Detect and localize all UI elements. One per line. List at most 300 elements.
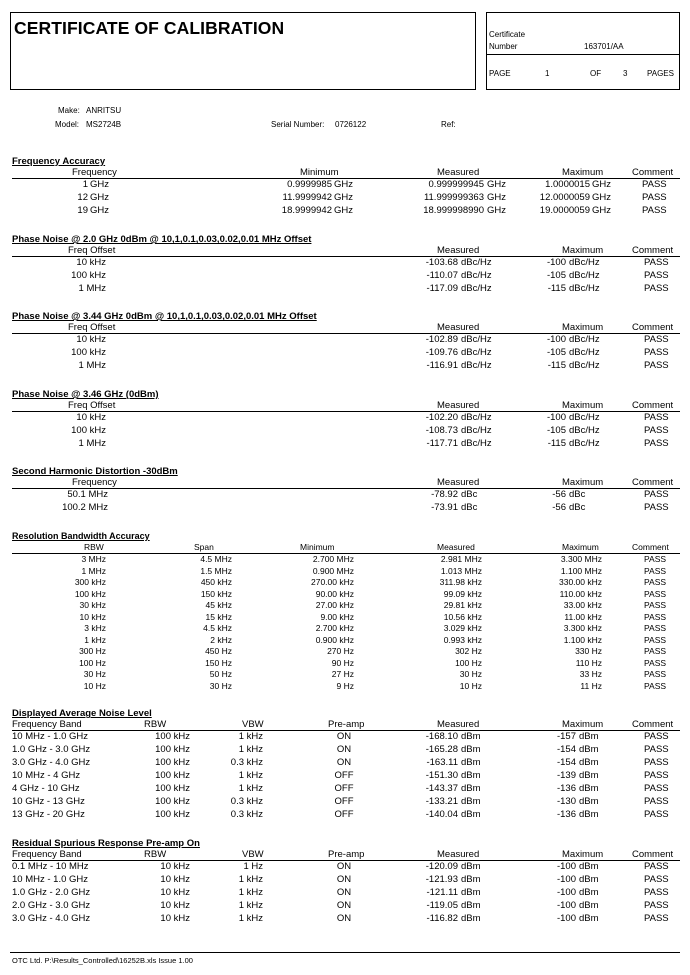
- rbw-value: 100 kHz: [155, 796, 190, 807]
- column-header: Pre-amp: [328, 849, 365, 860]
- pages-label: PAGES: [647, 69, 674, 78]
- vbw-value: 1 kHz: [238, 913, 263, 924]
- measured-value: -110.07: [426, 270, 458, 281]
- comment-pass: PASS: [644, 887, 669, 898]
- minimum-unit: GHz: [334, 192, 353, 203]
- span-value: 30 Hz: [209, 680, 232, 691]
- maximum-unit: dBm: [579, 887, 599, 898]
- measured-unit: dBc/Hz: [461, 334, 492, 345]
- section-title: Second Harmonic Distortion -30dBm: [12, 466, 178, 477]
- comment-pass: PASS: [644, 744, 669, 755]
- table-row: [12, 589, 680, 601]
- vbw-value: 1 kHz: [238, 783, 263, 794]
- danl-section: [12, 708, 680, 822]
- comment-pass: PASS: [644, 489, 669, 500]
- measured-unit: dBm: [461, 887, 481, 898]
- column-header: Frequency: [72, 167, 117, 178]
- measured-unit: dBm: [461, 757, 481, 768]
- page-label: PAGE: [489, 69, 511, 78]
- offset-value: 100 kHz: [71, 425, 106, 436]
- span-value: 450 kHz: [200, 577, 232, 587]
- maximum-unit: dBm: [579, 900, 599, 911]
- span-value: 50 Hz: [209, 669, 232, 679]
- comment-pass: PASS: [642, 192, 667, 203]
- frequency-band: 10 GHz - 13 GHz: [12, 796, 85, 807]
- column-header: Maximum: [562, 849, 604, 860]
- column-header: Frequency: [72, 477, 117, 488]
- maximum-unit: GHz: [592, 192, 611, 203]
- maximum-value: 33 Hz: [579, 669, 602, 679]
- measured-unit: dBm: [461, 731, 481, 742]
- rbw-value: 100 kHz: [155, 770, 190, 781]
- measured-value: -121.11: [426, 887, 458, 898]
- maximum-value: -100: [556, 887, 576, 898]
- measured-unit: dBc/Hz: [461, 347, 492, 358]
- measured-value: -78.92: [431, 489, 458, 500]
- column-header: Comment: [632, 849, 674, 860]
- maximum-value: 330.00 kHz: [559, 577, 602, 587]
- span-value: 4.5 MHz: [200, 554, 232, 564]
- offset-value: 10 kHz: [76, 412, 106, 423]
- frequency-band: 10 MHz - 1.0 GHz: [12, 874, 89, 885]
- measured-value: -165.28: [425, 744, 458, 755]
- measured-unit: GHz: [487, 179, 506, 190]
- maximum-value: -136: [556, 809, 576, 820]
- column-header: VBW: [242, 719, 264, 730]
- ref-label: Ref:: [441, 120, 456, 129]
- frequency-band: 10 MHz - 4 GHz: [12, 770, 81, 781]
- span-value: 2 kHz: [210, 634, 232, 645]
- section-title: Phase Noise @ 2.0 GHz 0dBm @ 10,1,0.1,0.03,0.02,0.01 MHz Offset: [12, 234, 312, 245]
- minimum-unit: GHz: [334, 205, 353, 216]
- column-header: Freq Offset: [68, 322, 116, 333]
- maximum-value: -100: [556, 861, 576, 872]
- table-row: [12, 757, 680, 770]
- rbw-value: 100 kHz: [155, 731, 190, 742]
- rbw-value: 3 kHz: [84, 623, 106, 633]
- table-row: [12, 623, 680, 635]
- maximum-unit: dBm: [579, 913, 599, 924]
- maximum-unit: dBc: [569, 502, 586, 513]
- minimum-value: 9.00 kHz: [320, 611, 354, 622]
- maximum-unit: dBc/Hz: [569, 283, 600, 294]
- maximum-value: -115: [547, 283, 566, 294]
- maximum-value: -115: [547, 438, 566, 449]
- maximum-value: 19.0000059: [539, 205, 590, 216]
- maximum-unit: dBm: [579, 783, 599, 794]
- column-header: Maximum: [562, 542, 599, 552]
- comment-pass: PASS: [642, 179, 667, 190]
- maximum-unit: GHz: [592, 179, 611, 190]
- table-row: [12, 796, 680, 809]
- measured-value: 29.81 kHz: [443, 600, 482, 610]
- rbw-value: 300 Hz: [79, 646, 106, 656]
- measured-value: 30 Hz: [459, 669, 482, 679]
- table-row: [12, 489, 680, 502]
- rbw-value: 100 kHz: [155, 744, 190, 755]
- column-header: Comment: [632, 719, 674, 730]
- column-header: RBW: [84, 542, 104, 552]
- offset-value: 1 MHz: [78, 438, 106, 449]
- vbw-value: 0.3 kHz: [230, 796, 263, 807]
- measured-unit: dBm: [461, 874, 481, 885]
- table-row: [12, 913, 680, 926]
- serial-value: 0726122: [335, 120, 367, 129]
- measured-value: -117.09: [426, 283, 458, 294]
- rbw-accuracy-section: [12, 531, 680, 692]
- preamp-value: ON: [336, 757, 352, 768]
- comment-pass: PASS: [644, 425, 669, 436]
- span-value: 4.5 kHz: [203, 623, 232, 633]
- maximum-unit: dBm: [579, 861, 599, 872]
- span-value: 45 kHz: [205, 600, 232, 610]
- measured-unit: dBm: [461, 900, 481, 911]
- span-value: 150 kHz: [200, 588, 232, 599]
- table-row: [12, 438, 680, 451]
- frequency-band: 0.1 MHz - 10 MHz: [12, 861, 89, 872]
- column-header: Comment: [632, 245, 674, 256]
- measured-value: -109.76: [425, 347, 458, 358]
- comment-pass: PASS: [644, 257, 669, 268]
- frequency-unit: GHz: [90, 205, 109, 216]
- rbw-value: 100 kHz: [74, 588, 106, 599]
- comment-pass: PASS: [644, 634, 667, 645]
- measured-value: 18.999998990: [423, 205, 484, 216]
- comment-pass: PASS: [644, 611, 667, 622]
- comment-pass: PASS: [644, 657, 667, 668]
- table-row: [12, 783, 680, 796]
- maximum-unit: dBc/Hz: [569, 334, 600, 345]
- measured-unit: dBm: [461, 783, 481, 794]
- frequency-unit: GHz: [90, 192, 109, 203]
- maximum-value: -154: [556, 757, 576, 768]
- offset-value: 10 kHz: [76, 257, 106, 268]
- rbw-value: 10 kHz: [160, 861, 190, 872]
- residual-spurious-section: [12, 838, 680, 926]
- rbw-value: 100 Hz: [79, 657, 106, 668]
- maximum-value: -100: [546, 257, 566, 268]
- maximum-unit: dBc/Hz: [569, 347, 600, 358]
- rbw-value: 100 kHz: [155, 783, 190, 794]
- minimum-value: 0.900 MHz: [312, 565, 354, 576]
- measured-unit: dBc: [461, 489, 478, 500]
- preamp-value: ON: [336, 900, 352, 911]
- maximum-value: -115: [547, 360, 566, 371]
- phase-noise-3.46ghz-section: [12, 389, 680, 451]
- column-header: Minimum: [300, 167, 339, 178]
- column-header: Pre-amp: [328, 719, 365, 730]
- measured-unit: dBc: [461, 502, 478, 513]
- measured-value: -73.91: [431, 502, 458, 513]
- measured-value: -163.11: [426, 757, 458, 768]
- comment-pass: PASS: [644, 861, 669, 872]
- maximum-unit: dBm: [579, 796, 599, 807]
- preamp-value: ON: [336, 731, 352, 742]
- maximum-value: -100: [546, 412, 566, 423]
- rbw-value: 30 kHz: [79, 600, 106, 610]
- comment-pass: PASS: [644, 669, 667, 679]
- frequency-value: 100.2 MHz: [62, 502, 108, 513]
- frequency-value: 50.1 MHz: [67, 489, 108, 500]
- comment-pass: PASS: [644, 783, 669, 794]
- table-row: [12, 179, 680, 192]
- maximum-value: -100: [556, 900, 576, 911]
- table-header: [12, 167, 680, 179]
- phase-noise-2ghz-section: [12, 234, 680, 296]
- frequency-band: 10 MHz - 1.0 GHz: [12, 731, 89, 742]
- comment-pass: PASS: [644, 334, 669, 345]
- measured-unit: dBm: [461, 770, 481, 781]
- table-row: [12, 192, 680, 205]
- frequency-band: 13 GHz - 20 GHz: [12, 809, 85, 820]
- maximum-unit: GHz: [592, 205, 611, 216]
- comment-pass: PASS: [644, 577, 667, 587]
- maximum-value: -56: [552, 489, 566, 500]
- column-header: Frequency Band: [12, 719, 82, 730]
- table-row: [12, 412, 680, 425]
- table-row: [12, 874, 680, 887]
- column-header: Comment: [632, 477, 674, 488]
- of-label: OF: [590, 69, 602, 78]
- measured-unit: dBc/Hz: [461, 412, 492, 423]
- table-header: [12, 322, 680, 334]
- measured-unit: dBc/Hz: [461, 270, 492, 281]
- column-header: Comment: [632, 542, 669, 552]
- span-value: 1.5 MHz: [200, 565, 232, 576]
- table-row: [12, 681, 680, 693]
- minimum-value: 0.900 kHz: [315, 634, 354, 645]
- comment-pass: PASS: [644, 900, 669, 911]
- section-title: Frequency Accuracy: [12, 156, 106, 167]
- measured-unit: dBm: [461, 809, 481, 820]
- minimum-value: 90.00 kHz: [315, 588, 354, 599]
- table-row: [12, 502, 680, 515]
- rbw-value: 10 kHz: [160, 874, 190, 885]
- table-row: [12, 600, 680, 612]
- frequency-value: 19: [77, 205, 88, 216]
- table-header: [12, 477, 680, 489]
- rbw-value: 3 MHz: [81, 554, 106, 564]
- measured-value: 10.56 kHz: [443, 611, 482, 622]
- measured-value: -119.05: [426, 900, 458, 911]
- measured-value: 2.981 MHz: [440, 554, 482, 564]
- measured-unit: dBm: [461, 796, 481, 807]
- measured-value: -168.10: [425, 731, 458, 742]
- column-header: Freq Offset: [68, 400, 116, 411]
- measured-value: 1.013 MHz: [440, 565, 482, 576]
- maximum-value: -136: [556, 783, 576, 794]
- column-header: RBW: [144, 849, 167, 860]
- maximum-unit: dBc/Hz: [569, 425, 600, 436]
- preamp-value: ON: [336, 887, 352, 898]
- comment-pass: PASS: [644, 347, 669, 358]
- maximum-value: 330 Hz: [575, 646, 602, 656]
- section-title: Residual Spurious Response Pre-amp On: [12, 838, 200, 849]
- comment-pass: PASS: [644, 438, 669, 449]
- maximum-value: -100: [546, 334, 566, 345]
- measured-unit: GHz: [487, 192, 506, 203]
- maximum-value: -105: [546, 347, 566, 358]
- table-header: [12, 400, 680, 412]
- span-value: 150 Hz: [205, 657, 232, 668]
- minimum-value: 270.00 kHz: [311, 577, 354, 587]
- maximum-unit: dBc: [569, 489, 586, 500]
- maximum-unit: dBc/Hz: [569, 360, 600, 371]
- comment-pass: PASS: [644, 554, 667, 564]
- vbw-value: 1 Hz: [243, 861, 263, 872]
- comment-pass: PASS: [644, 565, 667, 576]
- column-header: RBW: [144, 719, 167, 730]
- measured-value: -103.68: [425, 257, 458, 268]
- frequency-value: 1: [82, 179, 88, 190]
- column-header: Maximum: [562, 400, 604, 411]
- measured-value: -102.89: [425, 334, 458, 345]
- comment-pass: PASS: [642, 205, 667, 216]
- rbw-value: 30 Hz: [83, 669, 106, 679]
- frequency-band: 1.0 GHz - 2.0 GHz: [12, 887, 91, 898]
- maximum-value: -139: [556, 770, 576, 781]
- measured-value: -133.21: [425, 796, 458, 807]
- make-value: ANRITSU: [86, 106, 122, 115]
- rbw-value: 100 kHz: [155, 757, 190, 768]
- minimum-value: 0.9999985: [287, 179, 332, 190]
- maximum-value: -105: [546, 425, 566, 436]
- comment-pass: PASS: [644, 360, 669, 371]
- measured-value: 10 Hz: [459, 680, 482, 691]
- comment-pass: PASS: [644, 809, 669, 820]
- maximum-value: 1.100 kHz: [563, 634, 602, 645]
- measured-unit: dBc/Hz: [461, 425, 492, 436]
- comment-pass: PASS: [644, 874, 669, 885]
- rbw-value: 1 kHz: [84, 634, 106, 645]
- maximum-value: 110.00 kHz: [559, 588, 602, 599]
- page-total: 3: [623, 69, 628, 78]
- frequency-accuracy-section: [12, 156, 680, 218]
- maximum-value: 110 Hz: [575, 657, 602, 668]
- vbw-value: 1 kHz: [238, 731, 263, 742]
- measured-value: -140.04: [425, 809, 458, 820]
- minimum-value: 2.700 MHz: [312, 554, 354, 564]
- column-header: Measured: [437, 400, 480, 411]
- frequency-band: 2.0 GHz - 3.0 GHz: [12, 900, 91, 911]
- vbw-value: 0.3 kHz: [230, 809, 263, 820]
- maximum-value: -56: [552, 502, 566, 513]
- rbw-value: 300 kHz: [74, 577, 106, 587]
- maximum-unit: dBm: [579, 874, 599, 885]
- maximum-value: 3.300 MHz: [560, 554, 602, 564]
- table-row: [12, 554, 680, 566]
- measured-value: 302 Hz: [455, 646, 482, 656]
- section-title: Phase Noise @ 3.44 GHz 0dBm @ 10,1,0.1,0.03,0.02,0.01 MHz Offset: [12, 311, 317, 322]
- table-row: [12, 635, 680, 647]
- minimum-value: 90 Hz: [331, 657, 354, 668]
- rbw-value: 10 Hz: [83, 680, 106, 691]
- column-header: Maximum: [562, 245, 604, 256]
- minimum-value: 27.00 kHz: [315, 600, 354, 610]
- table-header: [12, 849, 680, 861]
- measured-value: -143.37: [425, 783, 458, 794]
- table-row: [12, 205, 680, 218]
- column-header: VBW: [242, 849, 264, 860]
- measured-value: -151.30: [425, 770, 458, 781]
- model-value: MS2724B: [86, 120, 122, 129]
- section-title: Displayed Average Noise Level: [12, 708, 152, 719]
- preamp-value: ON: [336, 861, 352, 872]
- measured-value: -116.82: [426, 913, 458, 924]
- maximum-unit: dBm: [579, 770, 599, 781]
- number-label: Number: [489, 42, 518, 51]
- comment-pass: PASS: [644, 600, 667, 610]
- frequency-band: 3.0 GHz - 4.0 GHz: [12, 757, 91, 768]
- preamp-value: OFF: [334, 809, 354, 820]
- footer-text: OTC Ltd. P:\Results_Controlled\16252B.xls Issue 1.00: [12, 956, 193, 965]
- vbw-value: 0.3 kHz: [230, 757, 263, 768]
- table-row: [12, 809, 680, 822]
- maximum-unit: dBm: [579, 731, 599, 742]
- minimum-value: 18.9999942: [281, 205, 332, 216]
- page-title: CERTIFICATE OF CALIBRATION: [14, 18, 285, 38]
- maximum-value: 11.00 kHz: [564, 611, 602, 622]
- maximum-value: 33.00 kHz: [563, 600, 602, 610]
- measured-value: -121.93: [425, 874, 458, 885]
- column-header: Minimum: [300, 542, 335, 552]
- section-title: Resolution Bandwidth Accuracy: [12, 531, 150, 541]
- table-row: [12, 861, 680, 874]
- comment-pass: PASS: [644, 502, 669, 513]
- section-title: Phase Noise @ 3.46 GHz (0dBm): [12, 389, 159, 400]
- table-row: [12, 577, 680, 589]
- column-header: Measured: [437, 322, 480, 333]
- column-header: Measured: [437, 719, 480, 730]
- table-row: [12, 770, 680, 783]
- measured-unit: dBm: [461, 744, 481, 755]
- span-value: 15 kHz: [205, 611, 232, 622]
- minimum-value: 11.9999942: [282, 192, 332, 203]
- table-row: [12, 744, 680, 757]
- column-header: Frequency Band: [12, 849, 82, 860]
- maximum-value: 1.100 MHz: [560, 565, 602, 576]
- rbw-value: 10 kHz: [160, 887, 190, 898]
- rbw-value: 100 kHz: [155, 809, 190, 820]
- table-row: [12, 658, 680, 670]
- certificate-info-box: [486, 12, 680, 90]
- column-header: Measured: [437, 245, 480, 256]
- measured-value: -108.73: [425, 425, 458, 436]
- column-header: Maximum: [562, 322, 604, 333]
- maximum-unit: dBm: [579, 809, 599, 820]
- maximum-value: -100: [556, 913, 576, 924]
- maximum-unit: dBc/Hz: [569, 412, 600, 423]
- offset-value: 100 kHz: [71, 347, 106, 358]
- measured-value: 100 Hz: [455, 657, 482, 668]
- measured-unit: dBm: [461, 861, 481, 872]
- measured-unit: GHz: [487, 205, 506, 216]
- table-row: [12, 347, 680, 360]
- measured-value: 0.993 kHz: [443, 634, 482, 645]
- table-row: [12, 283, 680, 296]
- vbw-value: 1 kHz: [238, 900, 263, 911]
- measured-value: -120.09: [425, 861, 458, 872]
- column-header: Measured: [437, 849, 480, 860]
- table-row: [12, 270, 680, 283]
- table-row: [12, 669, 680, 681]
- table-row: [12, 257, 680, 270]
- table-row: [12, 612, 680, 624]
- divider: [487, 54, 679, 55]
- column-header: Maximum: [562, 167, 604, 178]
- minimum-value: 2.700 kHz: [315, 623, 354, 633]
- maximum-unit: dBm: [579, 757, 599, 768]
